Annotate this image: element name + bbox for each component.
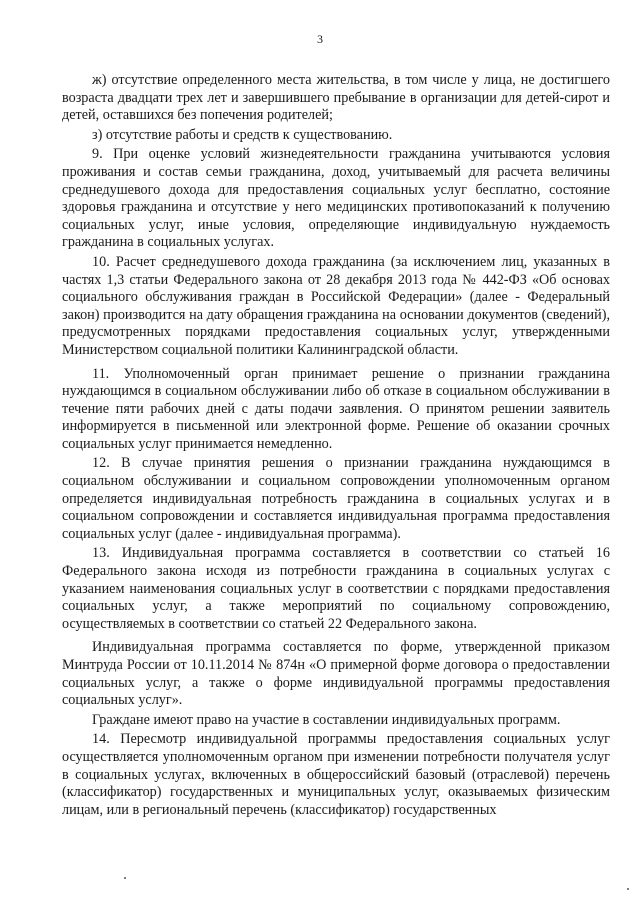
- paragraph-12: 12. В случае принятия решения о признании гражданина нуждающимся в социальном обслуживании и социальном сопровождении уполномоченным органом определяется индивидуальная потребность гражданина в социальных услугах и в социальном сопровождении и составляется индивидуальная программа предоставления социальных услуг (далее - индивидуальная программа).: [62, 455, 610, 542]
- paragraph-10: 10. Расчет среднедушевого дохода гражданина (за исключением лиц, указанных в частях 1,3 статьи Федерального закона от 28 декабря 2013 года № 442-ФЗ «Об основах социального обслуживания граждан в Российской Федерации» (далее - Федеральный закон) производится на дату обращения гражданина на основании документов (сведений), предусмотренных порядками предоставления социальных услуг, утвержденными Министерством социальной политики Калининградской области.: [62, 253, 610, 358]
- paragraph-11: 11. Уполномоченный орган принимает решение о признании гражданина нуждающимся в социальном обслуживании либо об отказе в социальном обслуживании в течение пяти рабочих дней с даты подачи заявления. О принятом решении заявитель информируется в письменной или электронной форме. Решение об оказании срочных социальных услуг принимается немедленно.: [62, 365, 610, 452]
- paragraph-individual-program-form: Индивидуальная программа составляется по форме, утвержденной приказом Минтруда России от 10.11.2014 № 874н «О примерной форме договора о предоставлении социальных услуг, а также о форме индивидуальной программы предоставления социальных услуг».: [62, 639, 610, 709]
- paragraph-citizens-right: Граждане имеют право на участие в составлении индивидуальных программ.: [92, 711, 561, 728]
- scan-speck: [124, 877, 126, 879]
- paragraph-14: 14. Пересмотр индивидуальной программы предоставления социальных услуг осуществляется уполномоченным органом при изменении потребности получателя услуг в социальных услугах, включенных в общероссийский базовый (отраслевой) перечень (классификатор) государственных и муниципальных услуг, оказываемых физическим лицам, или в региональный перечень (классификатор) государственных: [62, 731, 610, 818]
- paragraph-9: 9. При оценке условий жизнедеятельности гражданина учитываются условия проживания и состав семьи гражданина, доход, учитываемый для расчета величины среднедушевого дохода для предоставления социальных услуг бесплатно, состояние здоровья гражданина и отсутствие у него медицинских противопоказаний к получению социальных услуг, иные условия, определяющие индивидуальную нуждаемость гражданина в социальных услугах.: [62, 146, 610, 251]
- paragraph-13: 13. Индивидуальная программа составляется в соответствии со статьей 16 Федерального закона исходя из потребности гражданина в социальных услугах с указанием наименования социальных услуг в соответствии с порядками предоставления социальных услуг, а также мероприятий по социальному сопровождению, осуществляемых в соответствии со статьей 22 Федерального закона.: [62, 545, 610, 632]
- page-number: 3: [317, 32, 323, 46]
- document-body: [62, 72, 610, 821]
- paragraph-zh: ж) отсутствие определенного места жительства, в том числе у лица, не достигшего возраста двадцати трех лет и завершившего пребывание в организации для детей-сирот и детей, оставшихся без попечения родителей;: [62, 72, 610, 124]
- scan-speck: [627, 888, 629, 890]
- paragraph-z: з) отсутствие работы и средств к существованию.: [92, 126, 393, 143]
